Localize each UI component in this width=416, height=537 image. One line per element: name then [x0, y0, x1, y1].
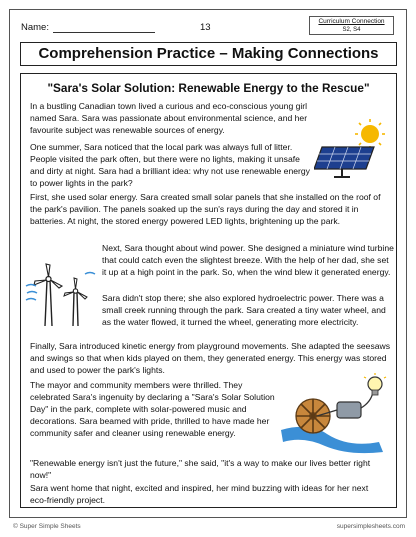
- story-paragraph-6: Finally, Sara introduced kinetic energy from playground movements. She adapted the seesaws and swings so that when kids played on them, they generated energy. This energy was stored and used to power the park's lights.: [30, 341, 391, 375]
- story-title: "Sara's Solar Solution: Renewable Energy to the Rescue": [47, 81, 370, 95]
- story-paragraph-1: In a bustling Canadian town lived a curious and eco-conscious young girl named Sara. Sara was passionate about environmental science, and her favourite subject was renewable sources of energy.: [30, 101, 308, 135]
- page-title: Comprehension Practice – Making Connections: [20, 42, 397, 66]
- story-paragraph-9: Sara went home that night, excited and inspired, her mind buzzing with ideas for her next eco-friendly project.: [30, 483, 369, 505]
- wind-turbine-icon: [25, 262, 97, 328]
- story-paragraph-5: Sara didn't stop there; she also explored hydroelectric power. There was a small creek running through the park. Sara created a tiny water wheel, and as the water flowed, it turned the wheel, generating more electricity.: [102, 293, 386, 327]
- curriculum-connection-box: [309, 16, 394, 35]
- story-paragraph-8: "Renewable energy isn't just the future," she said, "it's a way to make our lives better right now!": [30, 458, 371, 480]
- name-input-line[interactable]: [53, 32, 155, 33]
- name-label: Name:: [21, 22, 49, 33]
- solar-panel-icon: [314, 117, 390, 179]
- story-paragraph-4: Next, Sara thought about wind power. She designed a miniature wind turbine that could catch even the slightest breeze. With the help of her dad, she set it up at a high point in the park. So, when the wind blew it generated energy.: [102, 243, 394, 277]
- curriculum-connection-title: Curriculum Connection: [318, 18, 385, 25]
- story-box: [20, 73, 397, 508]
- footer-copyright: © Super Simple Sheets: [13, 523, 81, 530]
- water-wheel-icon: [279, 372, 391, 454]
- footer-website: supersimplesheets.com: [336, 523, 405, 530]
- story-paragraph-3: First, she used solar energy. Sara created small solar panels that she installed on the roof of the park's pavilion. The panels soaked up the sun's rays during the day and stored it in batteries. At night, the stored energy powered LED lights, brightening up the park.: [30, 192, 381, 226]
- story-paragraph-7: The mayor and community members were thrilled. They celebrated Sara's ingenuity by declaring a "Sara's Solar Solution Day" in the park, complete with solar-powered music and decorations. Sara beamed with pride, thrilled to have made her community safer and cleaner using renewable energy.: [30, 380, 275, 438]
- story-paragraph-2: One summer, Sara noticed that the local park was always full of litter. People visited the park often, but there were no lights, making it unsafe and dirty at night. Sara had a brilliant idea: why not use renewable energy to power lights in the park?: [30, 142, 310, 188]
- curriculum-connection-codes: S2, S4: [342, 27, 361, 33]
- page-number: 13: [200, 22, 211, 33]
